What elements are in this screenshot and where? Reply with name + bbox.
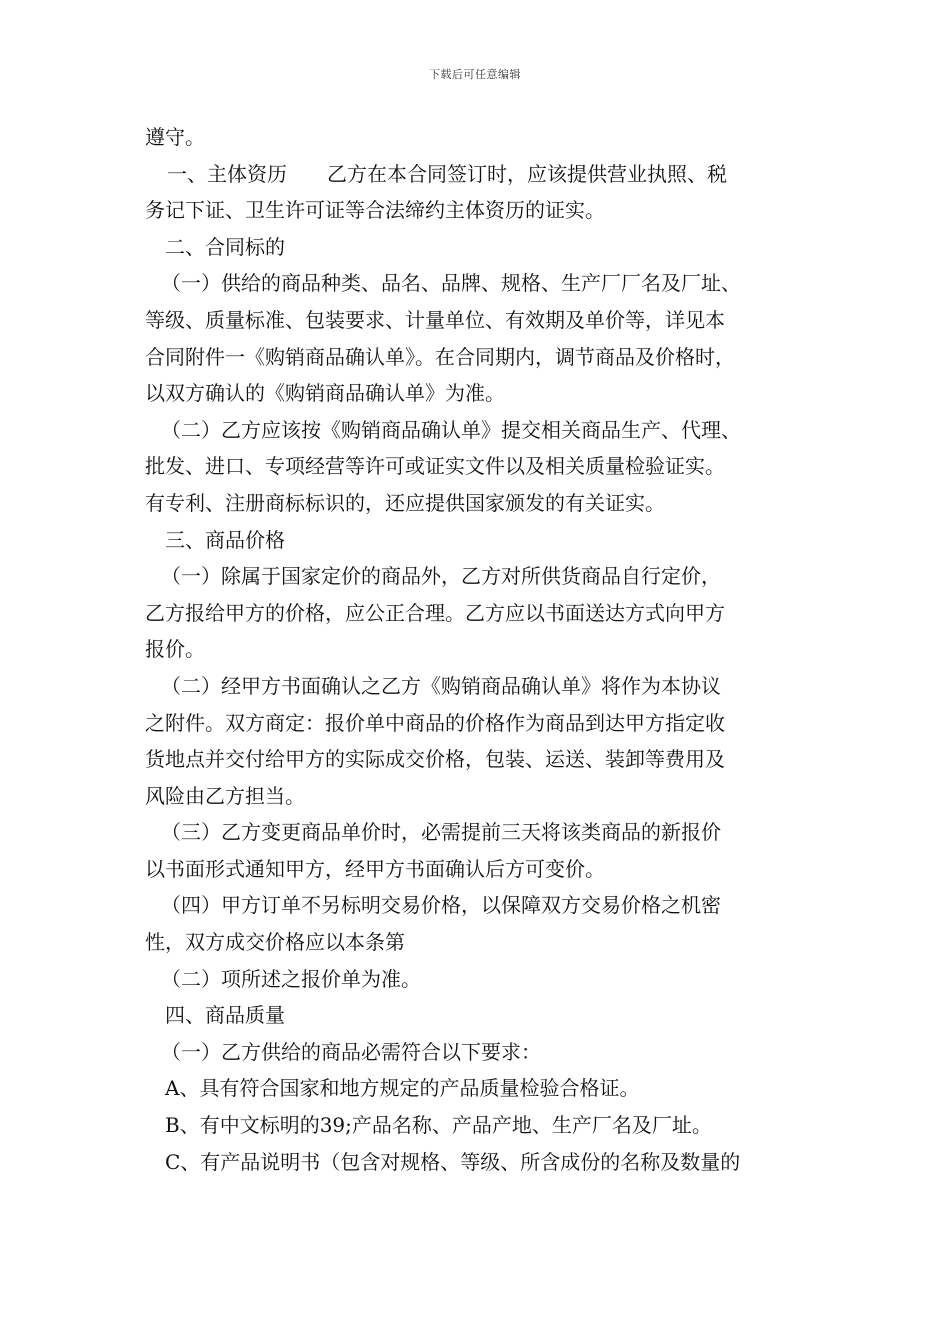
list-item: B、有中文标明的39;产品名称、产品产地、生产厂名及厂址。 bbox=[165, 1113, 712, 1138]
text-line: 风险由乙方担当。 bbox=[145, 783, 305, 808]
text-line: 性，双方成交价格应以本条第 bbox=[145, 930, 405, 955]
text-line: 以双方确认的《购销商品确认单》为准。 bbox=[145, 381, 505, 406]
text-line: （二）乙方应该按《购销商品确认单》提交相关商品生产、代理、 bbox=[161, 417, 741, 442]
text-line: 遵守。 bbox=[145, 125, 205, 149]
section-heading: 三、商品价格 bbox=[165, 527, 285, 552]
text-line: （一）除属于国家定价的商品外，乙方对所供货商品自行定价， bbox=[161, 564, 721, 589]
text-line: 一、主体资历 乙方在本合同签订时，应该提供营业执照、税 bbox=[167, 161, 727, 186]
text-line: 批发、进口、专项经营等许可或证实文件以及相关质量检验证实。 bbox=[145, 454, 725, 479]
text-line: （二）经甲方书面确认之乙方《购销商品确认单》将作为本协议 bbox=[161, 673, 721, 698]
contract-body bbox=[145, 119, 845, 1180]
text-line: 以书面形式通知甲方，经甲方书面确认后方可变价。 bbox=[145, 856, 605, 881]
text-line: （三）乙方变更商品单价时，必需提前三天将该类商品的新报价 bbox=[161, 820, 721, 845]
text-line: 货地点并交付给甲方的实际成交价格，包装、运送、装卸等费用及 bbox=[145, 747, 725, 772]
text-line: 合同附件一《购销商品确认单》。在合同期内，调节商品及价格时， bbox=[145, 344, 735, 369]
text-line: （四）甲方订单不另标明交易价格，以保障双方交易价格之机密 bbox=[161, 893, 721, 918]
text-line: 有专利、注册商标标识的，还应提供国家颁发的有关证实。 bbox=[145, 490, 665, 515]
section-heading: 二、合同标的 bbox=[165, 234, 285, 259]
list-item: C、有产品说明书（包含对规格、等级、所含成份的名称及数量的 bbox=[165, 1149, 741, 1174]
list-item: A、具有符合国家和地方规定的产品质量检验合格证。 bbox=[165, 1076, 640, 1101]
text-line: 乙方报给甲方的价格，应公正合理。乙方应以书面送达方式向甲方 bbox=[145, 600, 725, 625]
text-line: （一）供给的商品种类、品名、品牌、规格、生产厂厂名及厂址、 bbox=[161, 271, 741, 296]
text-line: 务记下证、卫生许可证等合法缔约主体资历的证实。 bbox=[145, 198, 605, 223]
section-heading: 四、商品质量 bbox=[165, 1003, 285, 1028]
text-line: 报价。 bbox=[145, 637, 205, 662]
text-line: （一）乙方供给的商品必需符合以下要求： bbox=[161, 1039, 541, 1064]
text-line: （二）项所述之报价单为准。 bbox=[161, 966, 421, 991]
text-line: 等级、质量标准、包装要求、计量单位、有效期及单价等，详见本 bbox=[145, 307, 725, 332]
page-header: 下载后可任意编辑 bbox=[429, 68, 521, 81]
text-line: 之附件。双方商定：报价单中商品的价格作为商品到达甲方指定收 bbox=[145, 710, 725, 735]
